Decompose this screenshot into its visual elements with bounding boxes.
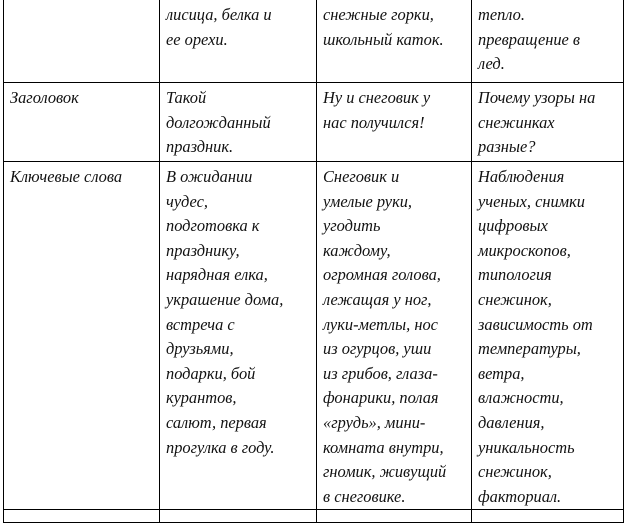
cell-line: снежинках <box>478 112 555 132</box>
table-cell <box>317 510 472 523</box>
cell-line: чудес, <box>166 191 208 211</box>
table-cell <box>472 83 624 162</box>
table-row <box>4 162 624 510</box>
cell-line: каждому, <box>323 240 391 260</box>
document-table <box>3 0 624 523</box>
cell-line: лежащая у ног, <box>323 289 432 309</box>
table-body <box>4 0 624 523</box>
cell-line: превращение в <box>478 29 581 49</box>
table-cell <box>472 510 624 523</box>
cell-line: зависимость от <box>478 314 593 334</box>
table-cell <box>317 0 472 83</box>
cell-line: фонарики, полая <box>323 388 439 408</box>
cell-line: снежинок, <box>478 462 552 482</box>
row-label-cell <box>4 0 160 83</box>
table-cell <box>160 83 317 162</box>
cell-line: нас получился! <box>323 112 425 132</box>
cell-line: цифровых <box>478 216 548 236</box>
cell-line: из огурцов, уши <box>323 339 432 359</box>
cell-line: Ну и снеговик у <box>323 88 431 107</box>
row-label: Заголовок <box>10 88 79 107</box>
row-label-cell <box>4 162 160 510</box>
cell-line: уникальность <box>478 437 575 457</box>
cell-line: давления, <box>478 412 545 432</box>
cell-line: друзьями, <box>166 339 234 359</box>
cell-line: температуры, <box>478 339 581 359</box>
cell-line: подарки, бой <box>166 363 256 383</box>
cell-line: В ожидании <box>166 167 253 186</box>
cell-line: «грудь», мини- <box>323 412 426 432</box>
table-cell <box>4 510 160 523</box>
cell-line: луки-метлы, нос <box>323 314 438 334</box>
cell-line: угодить <box>323 216 381 236</box>
cell-line: снежные горки, <box>323 5 434 24</box>
cell-line: типология <box>478 265 552 285</box>
table-row <box>4 0 624 83</box>
cell-line: праздник. <box>166 137 234 157</box>
cell-line: Снеговик и <box>323 167 400 186</box>
cell-line: школьный каток. <box>323 29 444 49</box>
cell-line: влажности, <box>478 388 564 408</box>
cell-line: празднику, <box>166 240 240 260</box>
row-label-cell <box>4 83 160 162</box>
cell-line: умелые руки, <box>323 191 413 211</box>
cell-line: Такой <box>166 88 207 107</box>
cell-line: огромная голова, <box>323 265 441 285</box>
table-cell <box>472 0 624 83</box>
cell-line: тепло. <box>478 5 525 24</box>
cell-line: факториал. <box>478 486 562 506</box>
cell-line: снежинок, <box>478 289 552 309</box>
cell-line: салют, первая <box>166 412 267 432</box>
table-cell <box>160 162 317 510</box>
table-cell <box>160 0 317 83</box>
cell-line: лед. <box>478 54 505 74</box>
cell-line: комната внутри, <box>323 437 444 457</box>
table-cell <box>472 162 624 510</box>
cell-line: микроскопов, <box>478 240 571 260</box>
cell-line: прогулка в году. <box>166 437 275 457</box>
table-row <box>4 83 624 162</box>
cell-line: долгожданный <box>166 112 271 132</box>
cell-line: подготовка к <box>166 216 260 236</box>
table-cell <box>317 162 472 510</box>
cell-line: в снеговике. <box>323 486 406 506</box>
cell-line: украшение дома, <box>166 289 284 309</box>
cell-line: Наблюдения <box>478 167 565 186</box>
cell-line: гномик, живущий <box>323 462 447 482</box>
cell-line: Почему узоры на <box>478 88 596 107</box>
cell-line: ученых, снимки <box>478 191 585 211</box>
cell-line: ветра, <box>478 363 525 383</box>
cell-line: нарядная елка, <box>166 265 268 285</box>
row-label: Ключевые слова <box>10 167 123 186</box>
table-cell <box>160 510 317 523</box>
table-row <box>4 510 624 523</box>
cell-line: лисица, белка и <box>166 5 272 24</box>
cell-line: разные? <box>478 137 536 157</box>
table-cell <box>317 83 472 162</box>
cell-line: ее орехи. <box>166 29 228 49</box>
cell-line: из грибов, глаза- <box>323 363 438 383</box>
cell-line: встреча с <box>166 314 235 334</box>
cell-line: курантов, <box>166 388 237 408</box>
